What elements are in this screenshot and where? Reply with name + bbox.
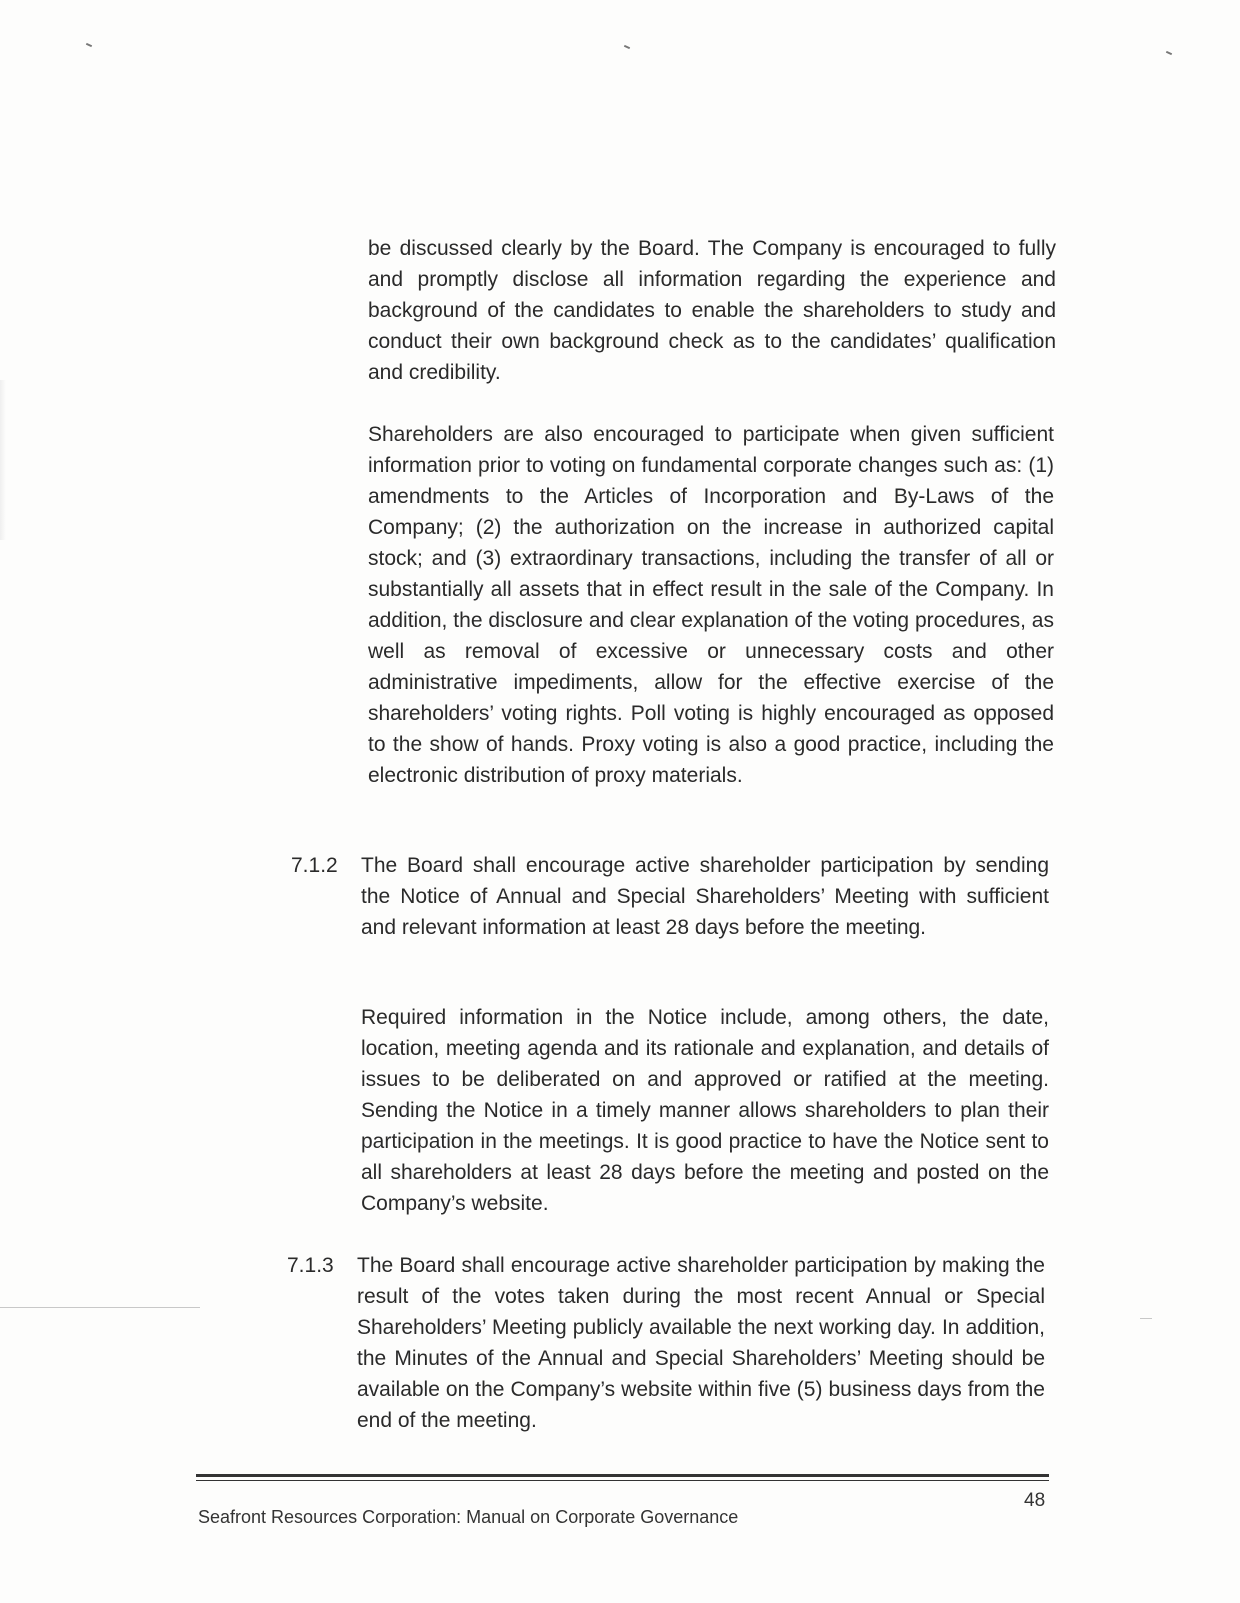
scan-edge-shadow [0,380,6,540]
footer-title: Seafront Resources Corporation: Manual on Corporate Governance [198,1507,739,1527]
footer-rule-thick [196,1474,1049,1477]
scan-artifact-line [0,1307,200,1308]
page-number: 48 [1024,1490,1046,1511]
footer-rule-thin [196,1480,1049,1481]
paragraph-candidate-disclosure: be discussed clearly by the Board. The Company is encouraged to fully and promptly disclose all information regarding the experience and background of the candidates to enable the shareholders to study and conduct their own background check as to the candidates’ qualification and credibility. [368,237,1056,384]
section-7-1-2-text: The Board shall encourage active shareholder participation by sending the Notice of Annual and Special Shareholders’ Meeting with sufficient and relevant information at least 28 days before the meeting. [361,854,1049,939]
scan-speck [86,43,92,47]
scan-speck [1166,51,1172,55]
scan-artifact-line [1140,1318,1152,1319]
section-7-1-2-notice-info: Required information in the Notice include, among others, the date, location, meeting agenda and its rationale and explanation, and details of issues to be deliberated on and approved or ratified at the meeting. Sending the Notice in a timely manner allows shareholders to plan their participation in the meetings. It is good practice to have the Notice sent to all shareholders at least 28 days before the meeting and posted on the Company’s website. [361,1006,1049,1215]
section-7-1-3-text: The Board shall encourage active shareholder participation by making the result of the votes taken during the most recent Annual or Special Shareholders’ Meeting publicly available the next working day. In addition, the Minutes of the Annual and Special Shareholders’ Meeting should be available on the Company’s website within five (5) business days from the end of the meeting. [357,1254,1045,1432]
section-number-7-1-3: 7.1.3 [287,1254,334,1277]
paragraph-shareholder-voting: Shareholders are also encouraged to participate when given sufficient information prior to voting on fundamental corporate changes such as: (1) amendments to the Articles of Incorporation and By-Laws of the Company; (2) the authorization on the increase in authorized capital stock; and (3) extraordinary transactions, including the transfer of all or substantially all assets that in effect result in the sale of the Company. In addition, the disclosure and clear explanation of the voting procedures, as well as removal of excessive or unnecessary costs and other administrative impediments, allow for the effective exercise of the shareholders’ voting rights. Poll voting is highly encouraged as opposed to the show of hands. Proxy voting is also a good practice, including the electronic distribution of proxy materials. [368,423,1054,787]
scan-speck [624,45,630,49]
section-number-7-1-2: 7.1.2 [291,854,338,877]
